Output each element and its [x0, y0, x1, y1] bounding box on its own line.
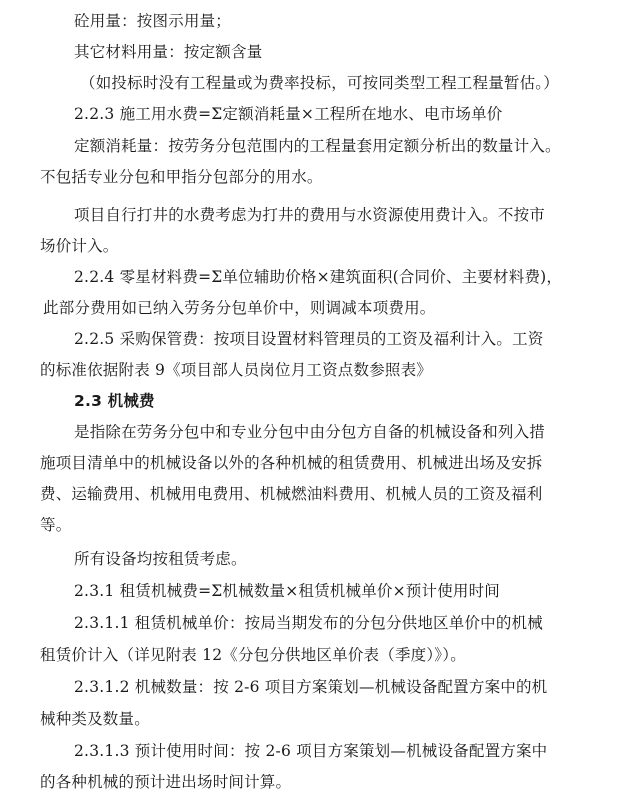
text-line: 2.3.1 租赁机械费=Σ机械数量×租赁机械单价×预计使用时间	[74, 582, 500, 600]
text-line: 械种类及数量。	[40, 710, 150, 728]
text-line: 2.2.3 施工用水费=Σ定额消耗量×工程所在地水、电市场单价	[74, 105, 503, 123]
text-line: 2.3.1.3 预计使用时间：按 2-6 项目方案策划—机械设备配置方案中	[74, 742, 548, 760]
text-line: 租赁价计入（详见附表 12《分包分供地区单价表（季度）》）。	[40, 646, 466, 664]
text-line: 2.2.5 采购保管费：按项目设置材料管理员的工资及福利计入。工资	[74, 330, 544, 348]
text-line: 场价计入。	[40, 237, 119, 255]
text-line: 等。	[40, 516, 72, 534]
text-line: 所有设备均按租赁考虑。	[74, 550, 247, 568]
text-line: 2.3.1.1 租赁机械单价：按局当期发布的分包分供地区单价中的机械	[74, 614, 543, 632]
text-line: 是指除在劳务分包中和专业分包中由分包方自备的机械设备和列入措	[74, 423, 546, 441]
text-line: 2.2.4 零星材料费=Σ单位辅助价格×建筑面积(合同价、主要材料费)，	[74, 268, 563, 286]
text-line: 项目自行打井的水费考虑为打井的费用与水资源使用费计入。不按市	[74, 206, 546, 224]
text-line: 的标准依据附表 9《项目部人员岗位月工资点数参照表》	[40, 361, 432, 379]
text-line: 费、运输费用、机械用电费用、机械燃油料费用、机械人员的工资及福利	[40, 485, 543, 503]
text-line: 其它材料用量：按定额含量	[74, 43, 263, 61]
text-line: 定额消耗量：按劳务分包范围内的工程量套用定额分析出的数量计入。	[74, 137, 561, 155]
text-line: 此部分费用如已纳入劳务分包单价中，则调减本项费用。	[43, 299, 436, 317]
text-line: （如投标时没有工程量或为费率投标，可按同类型工程工程量暂估。）	[80, 74, 559, 92]
text-line: 砼用量：按图示用量；	[74, 12, 232, 30]
text-line: 2.3.1.2 机械数量：按 2-6 项目方案策划—机械设备配置方案中的机	[74, 678, 548, 696]
text-line: 不包括专业分包和甲指分包部分的用水。	[40, 168, 323, 186]
text-line: 的各种机械的预计进出场时间计算。	[40, 773, 292, 791]
section-heading: 2.3 机械费	[74, 392, 155, 410]
text-line: 施项目清单中的机械设备以外的各种机械的租赁费用、机械进出场及安拆	[40, 454, 543, 472]
